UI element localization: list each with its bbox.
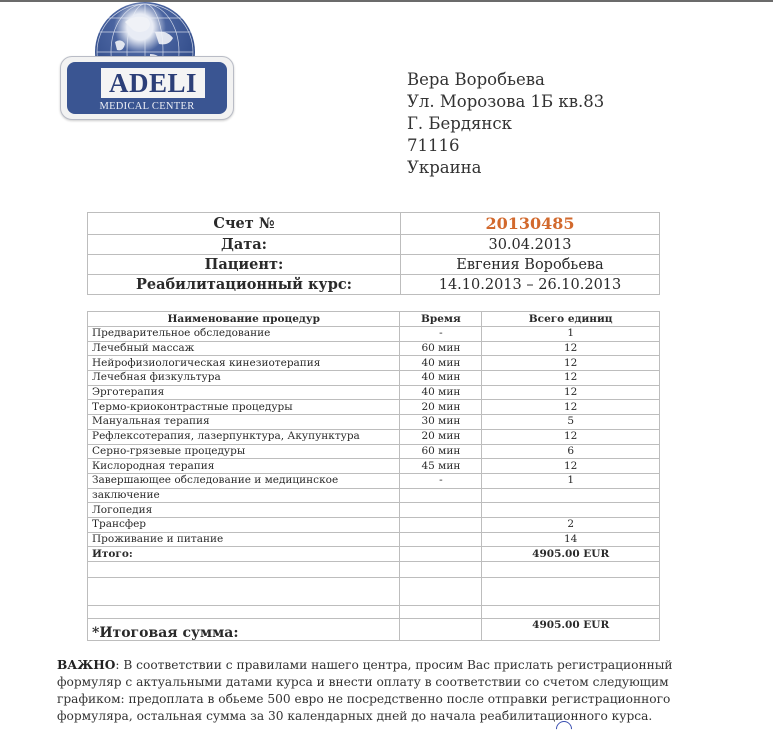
procedure-name: Мануальная терапия: [88, 415, 400, 430]
recipient-street: Ул. Морозова 1Б кв.83: [407, 92, 605, 111]
course-label: Реабилитационный курс:: [88, 275, 401, 295]
logo-banner: [60, 56, 234, 120]
procedure-time: [400, 532, 482, 547]
subtotal-time-cell: [400, 547, 482, 562]
procedures-header-row: [88, 312, 660, 327]
invoice-number-row: [88, 213, 660, 235]
procedure-units: 14: [482, 532, 660, 547]
procedure-time: 30 мин: [400, 415, 482, 430]
procedure-row: [88, 459, 660, 474]
procedure-time: 45 мин: [400, 459, 482, 474]
procedure-row: [88, 429, 660, 444]
total-value: 4905.00 EUR: [482, 619, 660, 641]
procedure-units: 12: [482, 400, 660, 415]
procedure-units: 1: [482, 473, 660, 488]
invoice-number-label: Счет №: [88, 213, 401, 235]
company-logo: [58, 0, 236, 122]
procedure-name: Нейрофизиологическая кинезиотерапия: [88, 356, 400, 371]
procedure-row: [88, 488, 660, 503]
patient-row: [88, 255, 660, 275]
procedure-time: [400, 488, 482, 503]
procedure-row: [88, 517, 660, 532]
blank-row: [88, 578, 660, 606]
procedure-time: 60 мин: [400, 341, 482, 356]
procedure-name: заключение: [88, 488, 400, 503]
procedure-time: [400, 517, 482, 532]
procedure-name: Серно-грязевые процедуры: [88, 444, 400, 459]
subtotal-value: 4905.00 EUR: [482, 547, 660, 562]
brand-name: ADELI: [108, 68, 198, 98]
total-row: [88, 619, 660, 641]
procedure-units: 12: [482, 371, 660, 386]
procedure-name: Завершающее обследование и медицинское: [88, 473, 400, 488]
procedure-name: Рефлексотерапия, лазерпунктура, Акупунктура: [88, 429, 400, 444]
blank-cell: [88, 606, 400, 619]
procedure-row: [88, 327, 660, 342]
total-label: *Итоговая сумма:: [88, 619, 400, 641]
procedure-time: 20 мин: [400, 400, 482, 415]
procedure-name: Лечебный массаж: [88, 341, 400, 356]
procedure-units: [482, 503, 660, 518]
procedure-units: 2: [482, 517, 660, 532]
invoice-date-value: 30.04.2013: [401, 235, 660, 255]
column-header-name: Наименование процедур: [88, 312, 400, 327]
recipient-country: Украина: [407, 158, 482, 177]
blank-row: [88, 562, 660, 578]
invoice-number-value: 20130485: [401, 213, 660, 235]
procedure-time: -: [400, 327, 482, 342]
procedure-time: 40 мин: [400, 356, 482, 371]
procedure-time: [400, 503, 482, 518]
procedure-name: Лечебная физкультура: [88, 371, 400, 386]
column-header-time: Время: [400, 312, 482, 327]
procedure-units: 5: [482, 415, 660, 430]
blank-cell: [482, 562, 660, 578]
procedure-units: 1: [482, 327, 660, 342]
subtotal-label: Итого:: [88, 547, 400, 562]
invoice-date-row: [88, 235, 660, 255]
important-note: [57, 657, 677, 725]
invoice-header-table: [87, 212, 660, 295]
recipient-name: Вера Воробьева: [407, 70, 545, 89]
procedure-name: Трансфер: [88, 517, 400, 532]
blank-cell: [400, 578, 482, 606]
procedure-time: 60 мин: [400, 444, 482, 459]
subtotal-row: [88, 547, 660, 562]
total-time-cell: [400, 619, 482, 641]
blank-cell: [400, 562, 482, 578]
procedure-units: 12: [482, 385, 660, 400]
procedure-units: 12: [482, 356, 660, 371]
column-header-units: Всего единиц: [482, 312, 660, 327]
blank-row: [88, 606, 660, 619]
procedure-row: [88, 532, 660, 547]
blank-cell: [88, 562, 400, 578]
procedure-units: 6: [482, 444, 660, 459]
patient-label: Пациент:: [88, 255, 401, 275]
procedure-time: 40 мин: [400, 385, 482, 400]
procedure-row: [88, 444, 660, 459]
course-row: [88, 275, 660, 295]
procedure-units: 12: [482, 341, 660, 356]
recipient-city: Г. Бердянск: [407, 114, 512, 133]
note-text: : В соответствии с правилами нашего центра, просим Вас прислать регистрационный формуляр с актуальными датами курса и внести оплату в соответствии со счетом следующим графиком: предоплата в обьеме 500 евро не посредственно после отправки регистрационного формуляра, остальная сумма за 30 календарных дней до начала реабилитационного курса.: [57, 658, 673, 723]
procedure-units: [482, 488, 660, 503]
brand-subtitle: MEDICAL CENTER: [99, 101, 195, 112]
blank-cell: [88, 578, 400, 606]
blank-cell: [400, 606, 482, 619]
procedure-name: Термо-криоконтрастные процедуры: [88, 400, 400, 415]
procedure-row: [88, 341, 660, 356]
procedure-time: 40 мин: [400, 371, 482, 386]
blank-cell: [482, 578, 660, 606]
procedures-table: [87, 311, 660, 641]
procedure-name: Предварительное обследование: [88, 327, 400, 342]
procedure-row: [88, 503, 660, 518]
procedure-name: Эрготерапия: [88, 385, 400, 400]
course-value: 14.10.2013 – 26.10.2013: [401, 275, 660, 295]
procedure-row: [88, 400, 660, 415]
procedure-units: 12: [482, 429, 660, 444]
invoice-date-label: Дата:: [88, 235, 401, 255]
patient-value: Евгения Воробьева: [401, 255, 660, 275]
procedure-name: Логопедия: [88, 503, 400, 518]
procedure-row: [88, 356, 660, 371]
recipient-address: [407, 69, 604, 179]
note-heading: ВАЖНО: [57, 658, 116, 672]
procedure-name: Проживание и питание: [88, 532, 400, 547]
procedure-row: [88, 415, 660, 430]
procedure-units: 12: [482, 459, 660, 474]
recipient-postcode: 71116: [407, 136, 460, 155]
procedure-row: [88, 385, 660, 400]
blank-cell: [482, 606, 660, 619]
procedure-time: -: [400, 473, 482, 488]
procedure-time: 20 мин: [400, 429, 482, 444]
procedure-row: [88, 473, 660, 488]
procedure-row: [88, 371, 660, 386]
procedure-name: Кислородная терапия: [88, 459, 400, 474]
